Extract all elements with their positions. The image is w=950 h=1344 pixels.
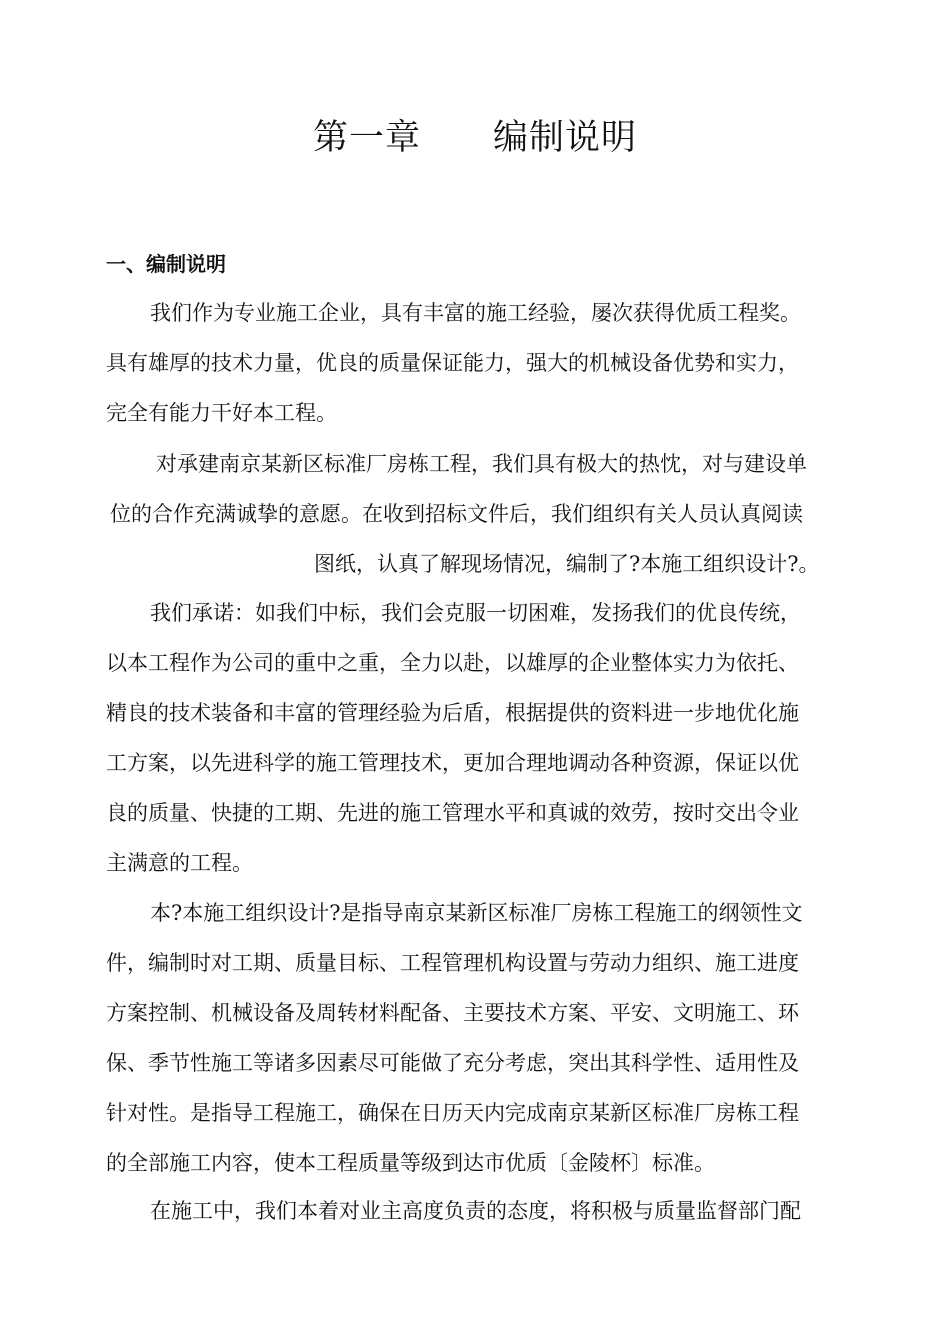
paragraph-line: 我们承诺：如我们中标，我们会克服一切困难，发扬我们的优良传统， xyxy=(150,601,801,625)
paragraph-line: 主满意的工程。 xyxy=(106,851,253,875)
paragraph-line: 良的质量、快捷的工期、先进的施工管理水平和真诚的效劳，按时交出令业 xyxy=(106,801,799,825)
paragraph-line: 的全部施工内容，使本工程质量等级到达市优质〔金陵杯〕标准。 xyxy=(106,1151,715,1175)
paragraph-line: 位的合作充满诚挚的意愿。在收到招标文件后，我们组织有关人员认真阅读 xyxy=(110,502,803,526)
paragraph-line: 我们作为专业施工企业，具有丰富的施工经验，屡次获得优质工程奖。 xyxy=(150,301,801,325)
paragraph-line: 对承建南京某新区标准厂房栋工程，我们具有极大的热忱，对与建设单 xyxy=(156,452,807,476)
paragraph-line: 针对性。是指导工程施工，确保在日历天内完成南京某新区标准厂房栋工程 xyxy=(106,1101,799,1125)
paragraph-line: 方案控制、机械设备及周转材料配备、主要技术方案、平安、文明施工、环 xyxy=(106,1001,799,1025)
paragraph-5 xyxy=(106,1186,846,1236)
paragraph-line: 图纸，认真了解现场情况，编制了?本施工组织设计?。 xyxy=(314,552,820,576)
paragraph-line: 完全有能力干好本工程。 xyxy=(106,401,337,425)
section-heading: 一、编制说明 xyxy=(106,252,226,276)
paragraph-3 xyxy=(106,588,846,888)
paragraph-line: 件，编制时对工期、质量目标、工程管理机构设置与劳动力组织、施工进度 xyxy=(106,951,799,975)
chapter-title: 第一章 编制说明 xyxy=(312,118,637,158)
paragraph-line: 在施工中，我们本着对业主高度负责的态度，将积极与质量监督部门配 xyxy=(150,1199,801,1223)
paragraph-2 xyxy=(106,439,846,589)
paragraph-line: 精良的技术装备和丰富的管理经验为后盾，根据提供的资料进一步地优化施 xyxy=(106,701,799,725)
paragraph-line: 具有雄厚的技术力量，优良的质量保证能力，强大的机械设备优势和实力， xyxy=(106,351,799,375)
paragraph-1 xyxy=(106,288,846,438)
paragraph-line: 以本工程作为公司的重中之重，全力以赴，以雄厚的企业整体实力为依托、 xyxy=(106,651,799,675)
paragraph-line: 工方案，以先进科学的施工管理技术，更加合理地调动各种资源，保证以优 xyxy=(106,751,799,775)
paragraph-line: 本?本施工组织设计?是指导南京某新区标准厂房栋工程施工的纲领性文 xyxy=(150,901,803,925)
paragraph-4 xyxy=(106,888,846,1188)
paragraph-line: 保、季节性施工等诸多因素尽可能做了充分考虑，突出其科学性、适用性及 xyxy=(106,1051,799,1075)
